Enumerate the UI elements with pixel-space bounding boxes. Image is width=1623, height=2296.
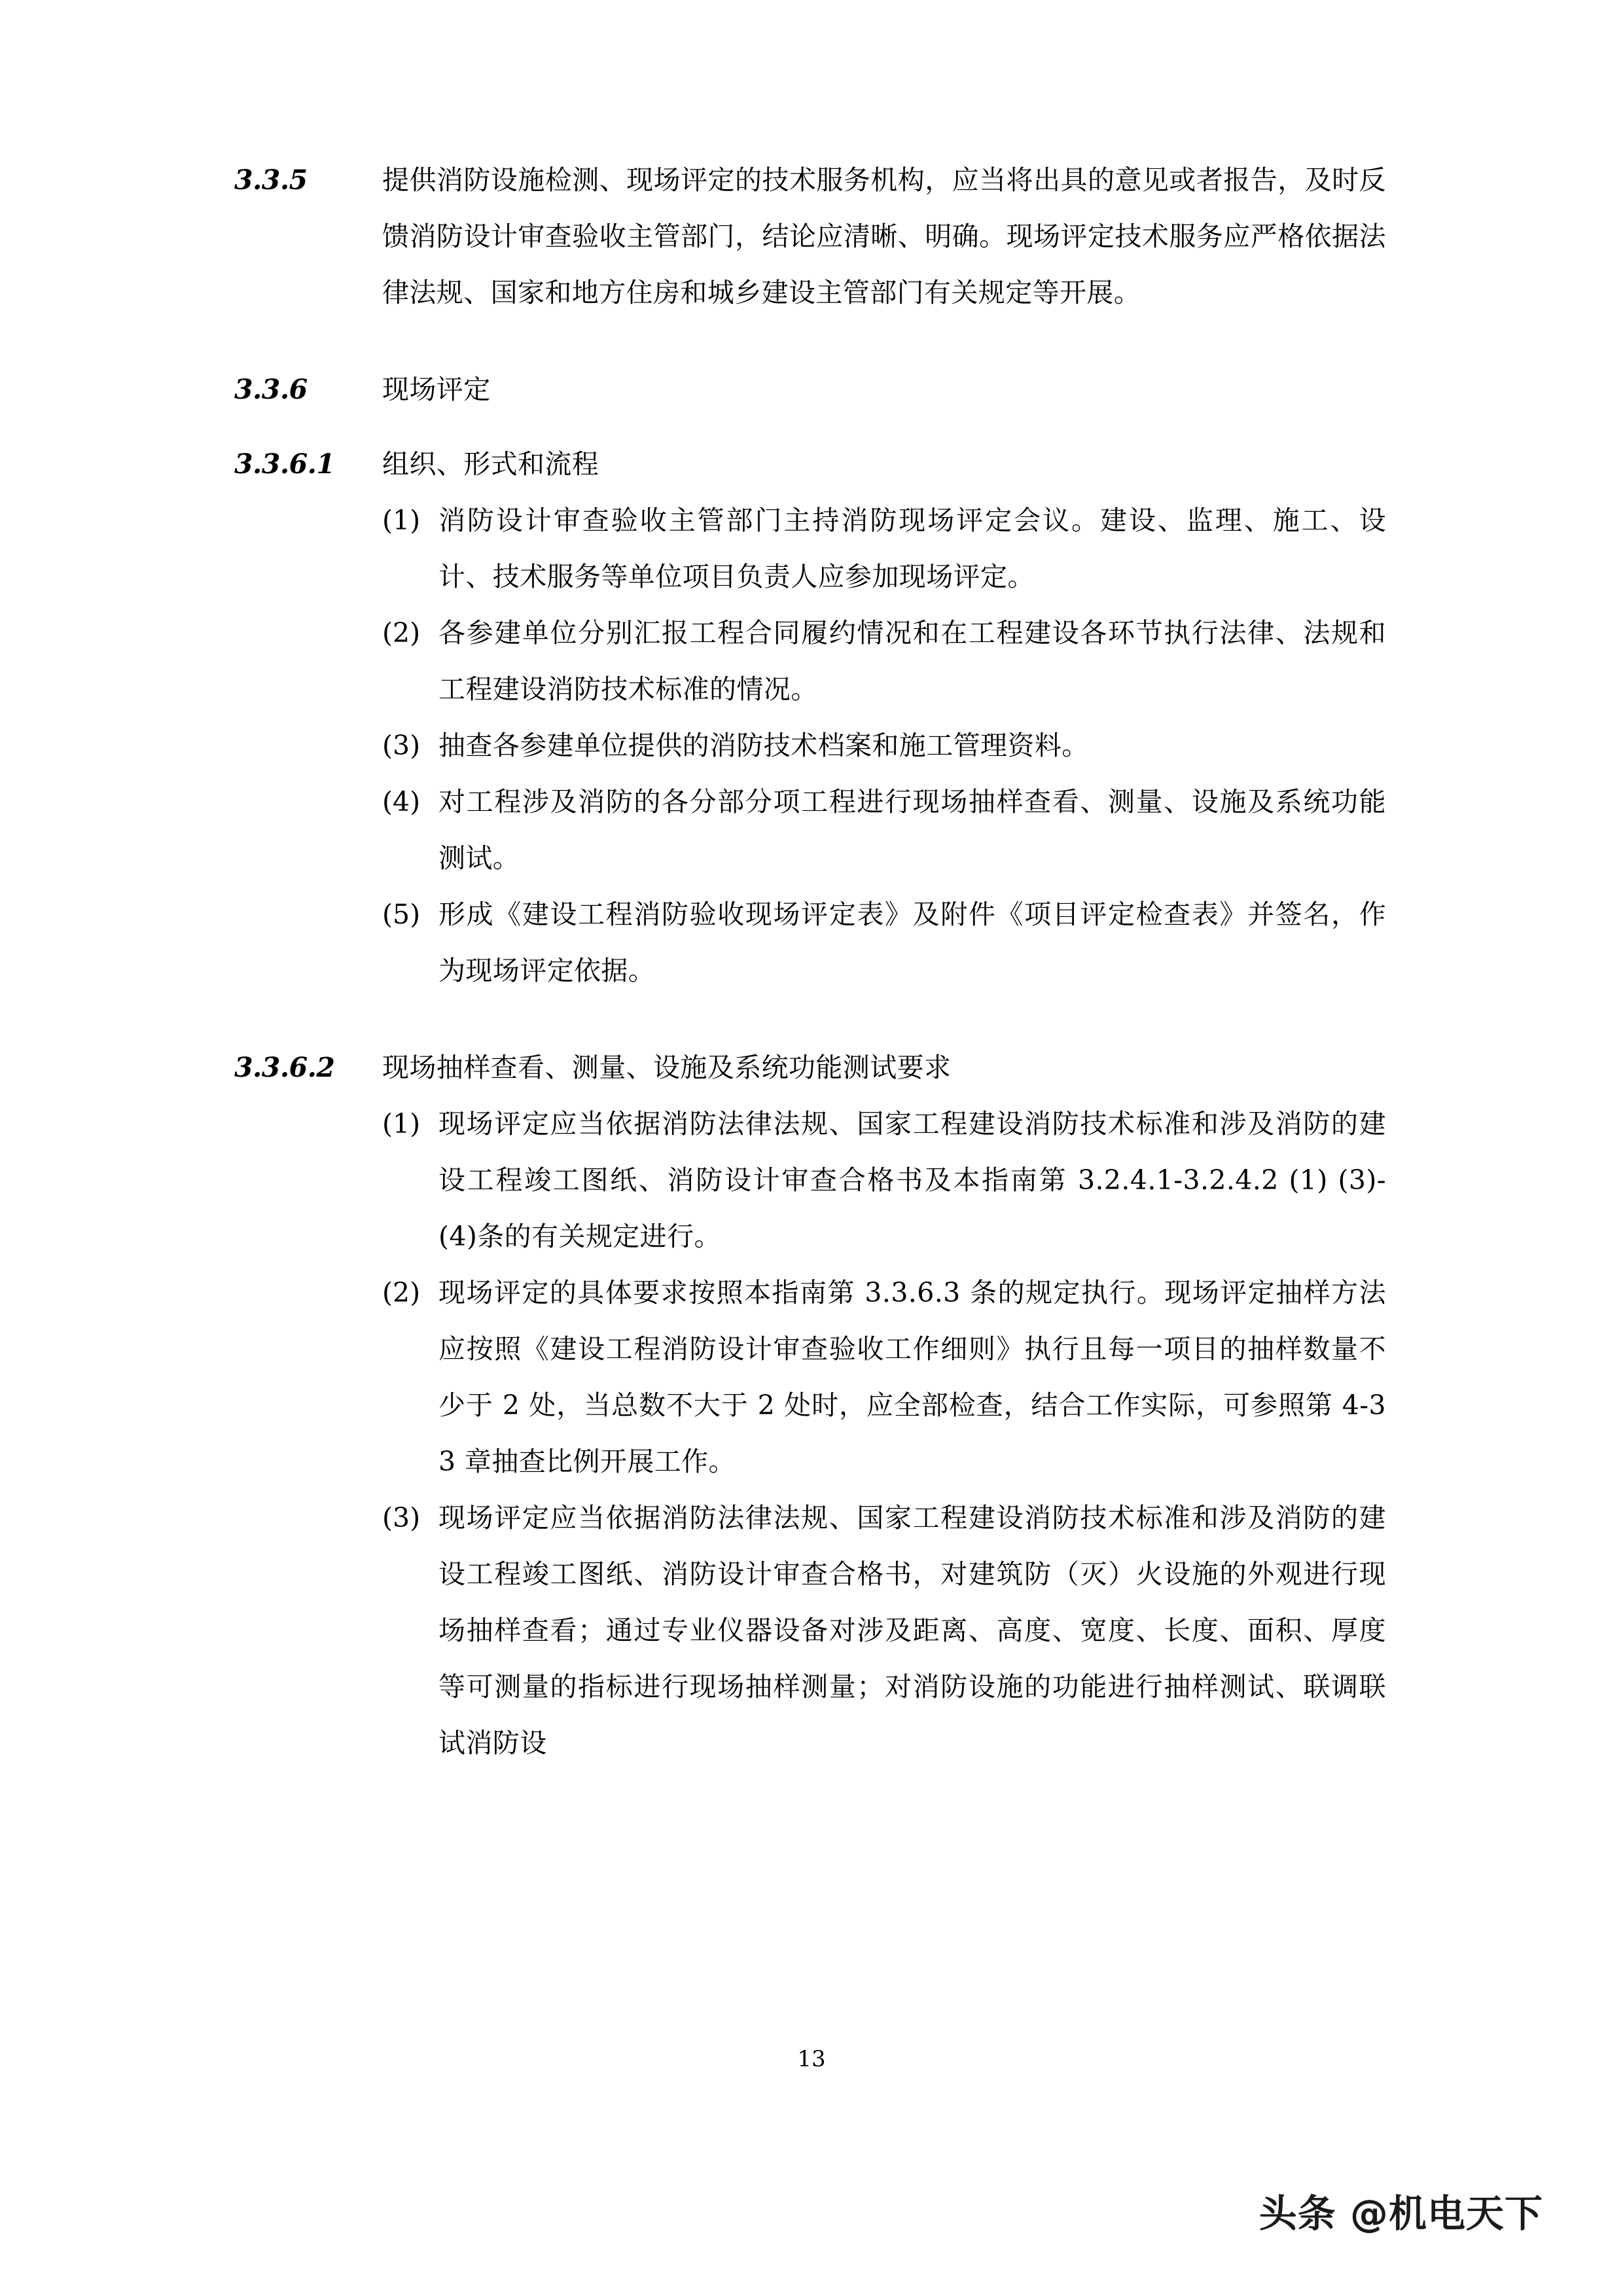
list-item-text: 形成《建设工程消防验收现场评定表》及附件《项目评定检查表》并签名，作为现场评定依据。 (438, 899, 1386, 986)
list-item (382, 1490, 1386, 1771)
section-heading: 现场评定 (382, 374, 491, 405)
list-marker: (1) (382, 505, 421, 536)
section-number: 3.3.5 (234, 164, 308, 196)
list-item (382, 492, 1386, 605)
list-item-text: 对工程涉及消防的各分部分项工程进行现场抽样查看、测量、设施及系统功能测试。 (438, 786, 1386, 874)
spacer (234, 321, 1386, 361)
page-number: 13 (797, 2046, 826, 2072)
list-marker: (1) (382, 1108, 421, 1139)
list-marker: (2) (382, 1277, 421, 1308)
list-marker: (5) (382, 899, 421, 930)
list-item (382, 717, 1386, 774)
section-body (382, 436, 1386, 999)
numbered-list-3-3-6-1 (382, 492, 1386, 999)
list-item-text: 现场评定应当依据消防法律法规、国家工程建设消防技术标准和涉及消防的建设工程竣工图纸、消防设计审查合格书，对建筑防（灭）火设施的外观进行现场抽样查看；通过专业仪器设备对涉及距离、高度、宽度、长度、面积、厚度等可测量的指标进行现场抽样测量；对消防设施的功能进行抽样测试、联调联试消防设 (438, 1502, 1386, 1759)
paragraph: 提供消防设施检测、现场评定的技术服务机构，应当将出具的意见或者报告，及时反馈消防设计审查验收主管部门，结论应清晰、明确。现场评定技术服务应严格依据法律法规、国家和地方住房和城乡建设主管部门有关规定等开展。 (382, 164, 1386, 308)
list-marker: (2) (382, 617, 421, 649)
list-item-text: 现场评定的具体要求按照本指南第 3.3.6.3 条的规定执行。现场评定抽样方法应按照《建设工程消防设计审查验收工作细则》执行且每一项目的抽样数量不少于 2 处，当总数不大于 2 处时，应全部检查，结合工作实际，可参照第 4-33 章抽查比例开展工作。 (438, 1277, 1386, 1477)
section-heading: 组织、形式和流程 (382, 448, 599, 480)
list-item (382, 774, 1386, 886)
list-marker: (3) (382, 730, 421, 761)
section-body (382, 361, 1386, 418)
numbered-list-3-3-6-2 (382, 1096, 1386, 1771)
section-3-3-5 (234, 152, 1386, 321)
page-content (234, 152, 1386, 1771)
watermark: 头条 @机电天下 (1258, 2191, 1543, 2236)
section-body (382, 152, 1386, 321)
list-item-text: 各参建单位分别汇报工程合同履约情况和在工程建设各环节执行法律、法规和工程建设消防技术标准的情况。 (438, 617, 1386, 705)
section-number: 3.3.6 (234, 374, 308, 405)
spacer (234, 418, 1386, 436)
section-3-3-6-2 (234, 1039, 1386, 1771)
spacer (234, 999, 1386, 1039)
section-3-3-6-1 (234, 436, 1386, 999)
list-item-text: 消防设计审查验收主管部门主持消防现场评定会议。建设、监理、施工、设计、技术服务等单位项目负责人应参加现场评定。 (438, 505, 1386, 592)
list-item-text: 抽查各参建单位提供的消防技术档案和施工管理资料。 (438, 730, 1089, 761)
list-marker: (4) (382, 786, 421, 817)
section-body (382, 1039, 1386, 1771)
section-heading: 现场抽样查看、测量、设施及系统功能测试要求 (382, 1052, 952, 1083)
list-item (382, 1096, 1386, 1265)
list-item-text: 现场评定应当依据消防法律法规、国家工程建设消防技术标准和涉及消防的建设工程竣工图纸、消防设计审查合格书及本指南第 3.2.4.1-3.2.4.2 (1) (3)-(4)条的有关规定进行。 (438, 1108, 1386, 1252)
section-number: 3.3.6.1 (234, 448, 335, 480)
list-item (382, 1265, 1386, 1490)
section-3-3-6 (234, 361, 1386, 418)
list-marker: (3) (382, 1502, 421, 1534)
list-item (382, 605, 1386, 717)
list-item (382, 886, 1386, 999)
section-number: 3.3.6.2 (234, 1052, 335, 1083)
